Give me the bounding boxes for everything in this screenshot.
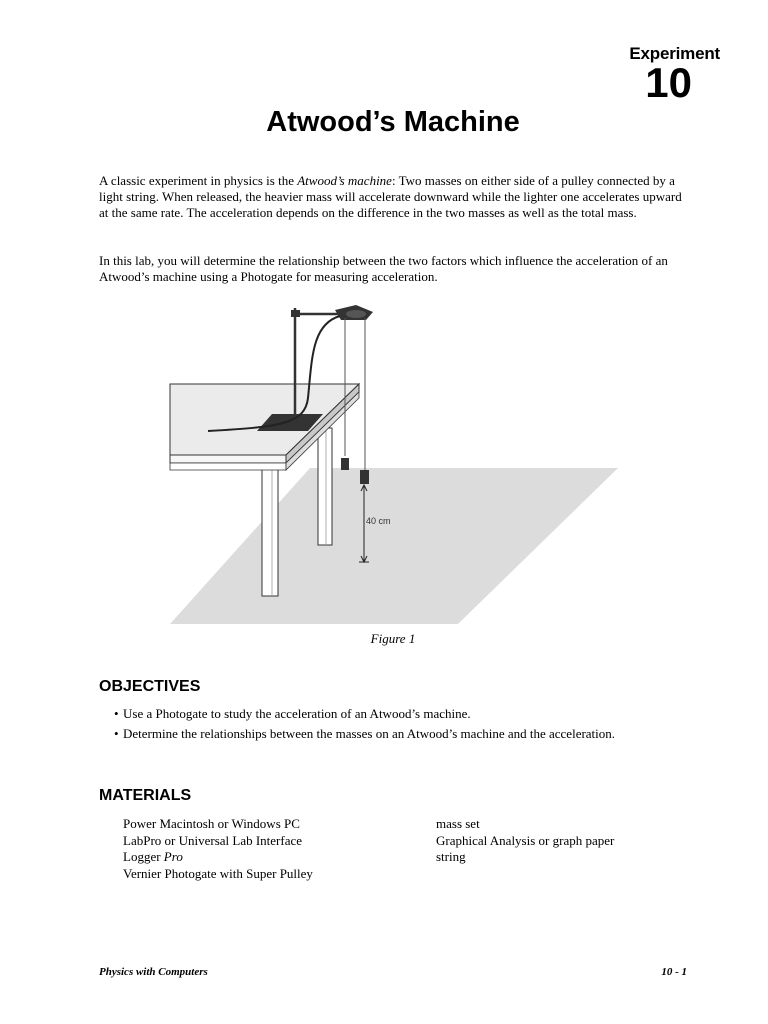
floor-plane — [170, 468, 618, 624]
intro-paragraph-2: In this lab, you will determine the relationship between the two factors which influence the acceleration of an Atwood’s machine using a Photogate for measuring acceleration. — [99, 253, 668, 284]
intro-p1-start: A classic experiment in physics is the — [99, 173, 298, 188]
table-edge-front — [170, 455, 286, 463]
materials-heading: MATERIALS — [99, 787, 192, 804]
experiment-label: Experiment — [629, 44, 720, 63]
page-title: Atwood’s Machine — [266, 106, 520, 138]
material-logger-pro: Pro — [163, 849, 183, 864]
mass-right — [360, 470, 369, 484]
objectives-list — [114, 706, 634, 746]
height-label: 40 cm — [366, 516, 391, 526]
material-item: Graphical Analysis or graph paper — [436, 832, 615, 848]
table-leg-back — [318, 428, 332, 545]
material-logger: Logger — [123, 849, 164, 864]
table-leg-front — [262, 468, 278, 596]
pulley-wheel — [346, 310, 366, 318]
experiment-number: 10 — [645, 59, 692, 106]
objective-text: Determine the relationships between the masses on an Atwood’s machine and the acceleration. — [123, 726, 616, 741]
footer-book-title: Physics with Computers — [99, 966, 208, 978]
materials-list-right — [436, 816, 614, 866]
atwood-machine-figure — [160, 298, 620, 628]
figure-caption: Figure 1 — [370, 631, 416, 646]
materials-list-left — [123, 816, 313, 882]
material-item: mass set — [436, 816, 480, 831]
material-item: LabPro or Universal Lab Interface — [123, 832, 303, 848]
material-item: string — [436, 849, 466, 864]
mass-left — [341, 458, 349, 470]
bullet: • — [114, 726, 119, 741]
objective-item — [114, 706, 634, 722]
material-item — [123, 849, 313, 866]
footer-page-number: 10 - 1 — [661, 966, 687, 978]
material-item: Power Macintosh or Windows PC — [123, 816, 300, 831]
intro-paragraph-1 — [99, 173, 694, 221]
intro-p1-term: Atwood’s machine — [297, 173, 392, 188]
intro-p1-rest: : Two masses on either side of a pulley connected by a light string. When released, the heavier mass will accelerate downward while the lighter one accelerates upward at the same rate. The acceleration depends on the difference in the two masses as well as the total mass. — [99, 173, 682, 220]
material-item: Vernier Photogate with Super Pulley — [123, 865, 313, 881]
objectives-heading: OBJECTIVES — [99, 678, 201, 695]
bullet: • — [114, 706, 119, 721]
table-apron — [170, 463, 286, 470]
objective-item — [114, 726, 634, 742]
objective-text: Use a Photogate to study the acceleration of an Atwood’s machine. — [123, 706, 471, 721]
